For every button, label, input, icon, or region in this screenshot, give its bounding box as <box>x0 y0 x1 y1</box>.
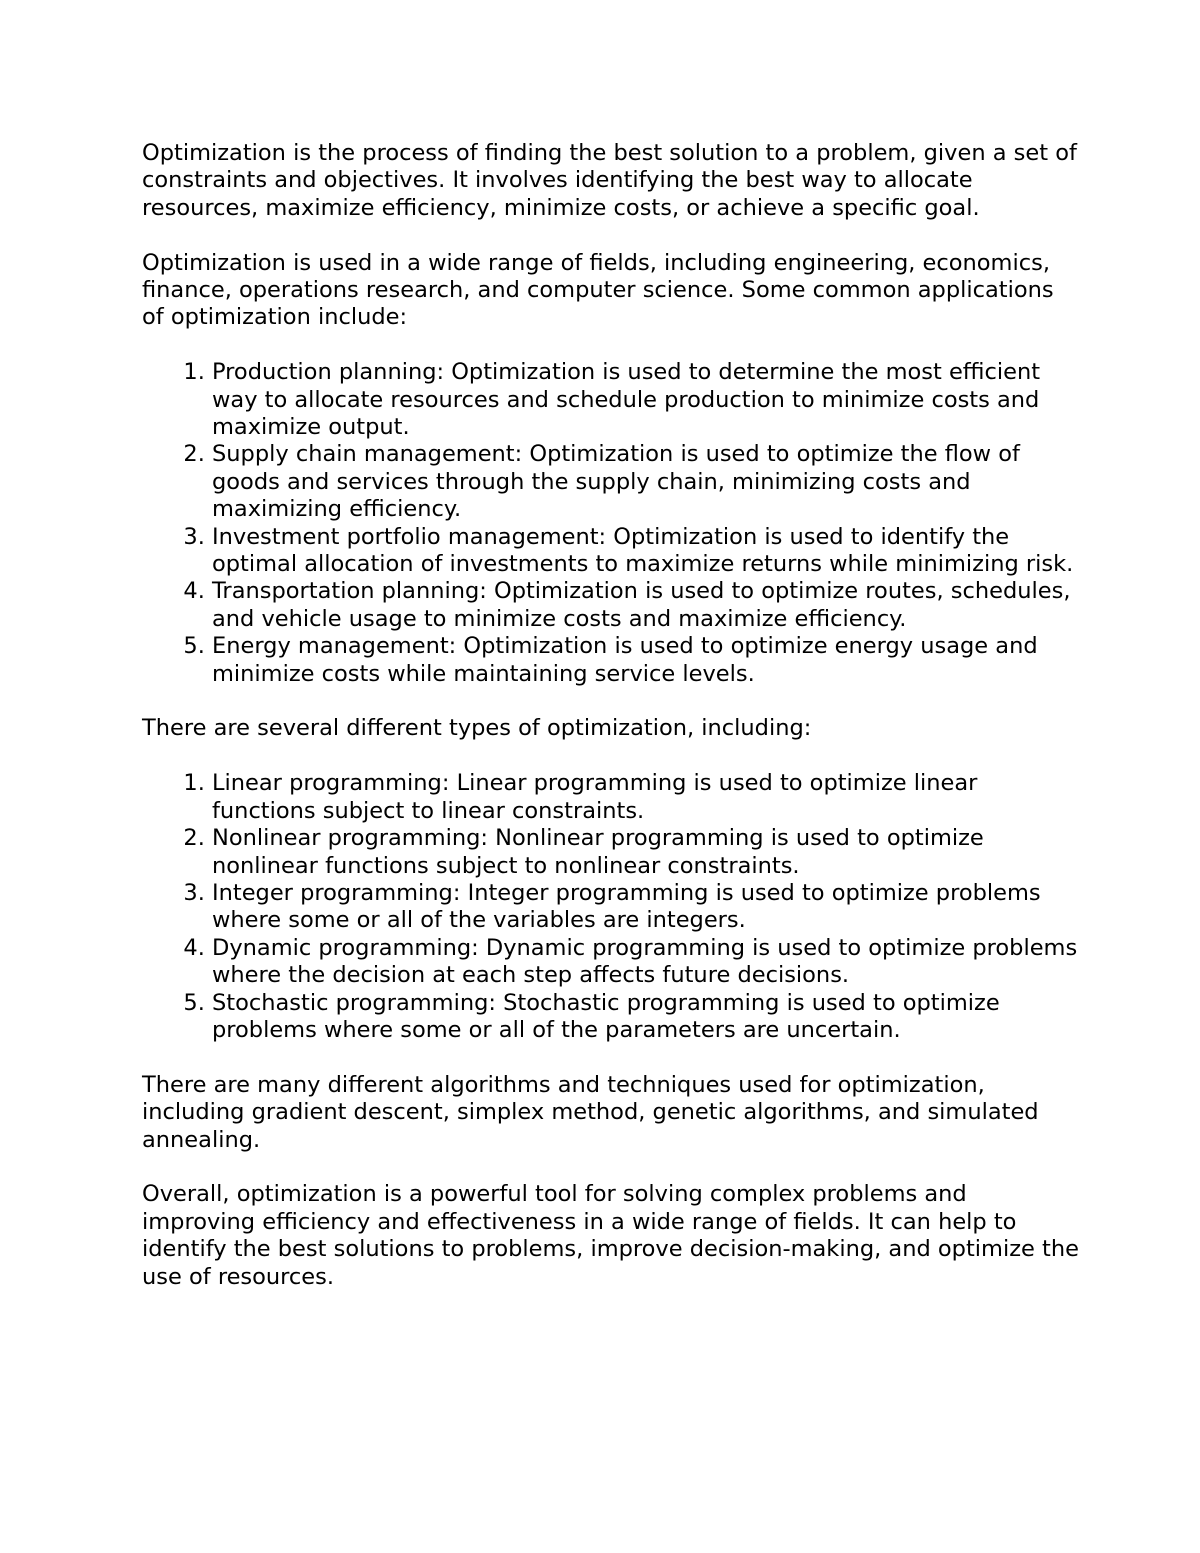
applications-intro-paragraph: Optimization is used in a wide range of fields, including engineering, economics, finance, operations research, and computer science. Some common applications of optimization include: <box>142 249 1054 331</box>
conclusion-paragraph: Overall, optimization is a powerful tool for solving complex problems and improving efficiency and effectiveness in a wide range of fields. It can help to identify the best solutions to problems, improve decision-making, and optimize the use of resources. <box>142 1181 1079 1290</box>
applications-list <box>142 359 1082 688</box>
list-item: 5. Stochastic programming: Stochastic programming is used to optimize problems where some or all of the parameters are uncertain. <box>212 990 1082 1045</box>
list-item: 1. Production planning: Optimization is used to determine the most efficient way to allocate resources and schedule production to minimize costs and maximize output. <box>212 359 1082 441</box>
list-item: 2. Nonlinear programming: Nonlinear programming is used to optimize nonlinear functions subject to nonlinear constraints. <box>212 825 1082 880</box>
document-body <box>142 140 1082 1318</box>
list-item: 3. Investment portfolio management: Optimization is used to identify the optimal allocation of investments to maximize returns while minimizing risk. <box>212 524 1082 579</box>
list-item: 2. Supply chain management: Optimization is used to optimize the flow of goods and services through the supply chain, minimizing costs and maximizing efficiency. <box>212 441 1082 523</box>
list-item: 4. Dynamic programming: Dynamic programming is used to optimize problems where the decision at each step affects future decisions. <box>212 935 1082 990</box>
list-item: 5. Energy management: Optimization is used to optimize energy usage and minimize costs while maintaining service levels. <box>212 633 1082 688</box>
algorithms-paragraph: There are many different algorithms and techniques used for optimization, including gradient descent, simplex method, genetic algorithms, and simulated annealing. <box>142 1071 1039 1153</box>
types-list <box>142 770 1082 1044</box>
list-item: 1. Linear programming: Linear programming is used to optimize linear functions subject to linear constraints. <box>212 770 1082 825</box>
list-item: 4. Transportation planning: Optimization is used to optimize routes, schedules, and vehicle usage to minimize costs and maximize efficiency. <box>212 578 1082 633</box>
list-item: 3. Integer programming: Integer programming is used to optimize problems where some or all of the variables are integers. <box>212 880 1082 935</box>
types-intro-paragraph: There are several different types of optimization, including: <box>142 715 812 742</box>
intro-paragraph: Optimization is the process of finding the best solution to a problem, given a set of constraints and objectives. It involves identifying the best way to allocate resources, maximize efficiency, minimize costs, or achieve a specific goal. <box>142 140 1077 221</box>
